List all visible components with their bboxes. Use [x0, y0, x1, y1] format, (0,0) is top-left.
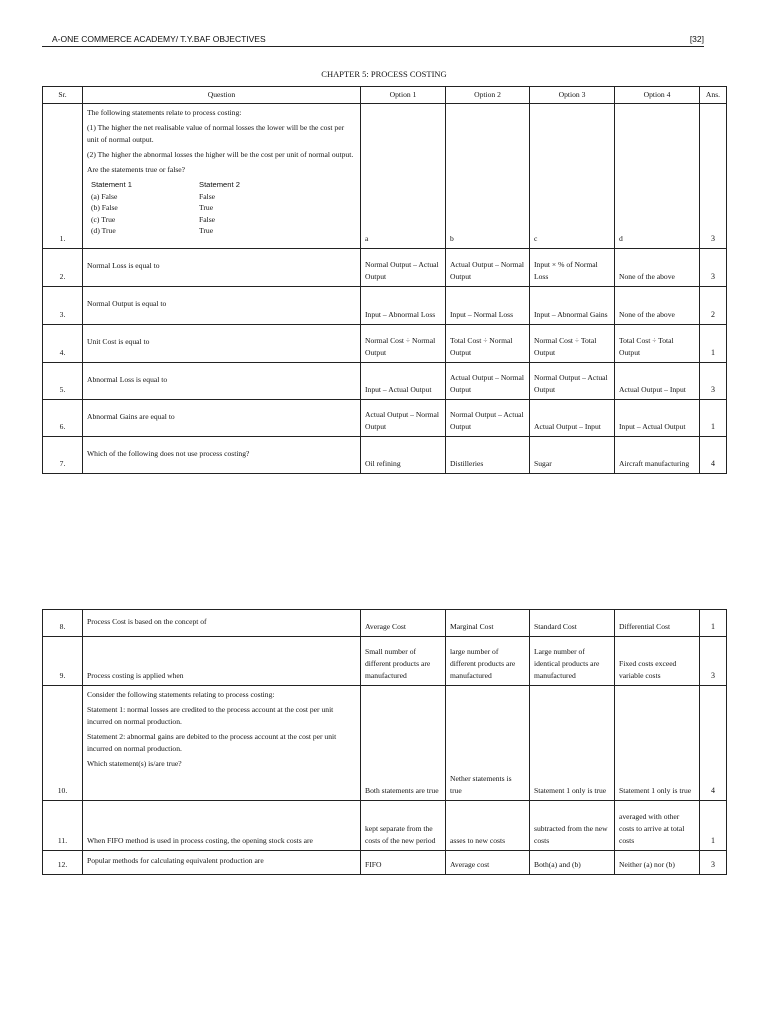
- col-answer: Ans.: [700, 87, 727, 104]
- option-2-cell: asses to new costs: [446, 801, 530, 851]
- option-3-cell: Large number of identical products are manufactured: [530, 637, 615, 686]
- option-3-cell: Standard Cost: [530, 610, 615, 637]
- option-3-cell: Actual Output – Input: [530, 400, 615, 437]
- question-line: (2) The higher the abnormal losses the higher will be the cost per unit of normal output.: [87, 150, 354, 159]
- statement-cell: True: [199, 203, 214, 212]
- option-4-cell: Aircraft manufacturing: [615, 437, 700, 474]
- option-2-cell: Total Cost ÷ Normal Output: [446, 325, 530, 363]
- option-1-cell: Normal Cost ÷ Normal Output: [361, 325, 446, 363]
- sr-cell: 1.: [43, 104, 83, 249]
- statement-cell: (a) False: [91, 191, 118, 201]
- answer-cell: 3: [700, 851, 727, 875]
- statement-cell: True: [199, 226, 214, 235]
- answer-cell: 3: [700, 104, 727, 249]
- option-1-cell: kept separate from the costs of the new period: [361, 801, 446, 851]
- question-line: Statement 2: abnormal gains are debited to the process account at the cost per unit incurred on normal production.: [87, 732, 337, 753]
- answer-cell: 1: [700, 610, 727, 637]
- table-row: [43, 610, 727, 637]
- statement-cell: (d) True: [91, 226, 116, 235]
- statement-2-header: Statement 2: [199, 180, 240, 189]
- question-line: Consider the following statements relating to process costing:: [87, 690, 275, 699]
- option-4-cell: Total Cost ÷ Total Output: [615, 325, 700, 363]
- col-option4: Option 4: [615, 87, 700, 104]
- academy-title: A-ONE COMMERCE ACADEMY/ T.Y.BAF OBJECTIVES: [52, 34, 266, 44]
- table-row: [43, 437, 727, 474]
- option-2-cell: b: [446, 104, 530, 249]
- option-2-cell: Actual Output – Normal Output: [446, 363, 530, 400]
- option-2-cell: Actual Output – Normal Output: [446, 249, 530, 287]
- option-3-cell: subtracted from the new costs: [530, 801, 615, 851]
- option-3-cell: Both(a) and (b): [530, 851, 615, 875]
- option-4-cell: Differential Cost: [615, 610, 700, 637]
- table-row: [43, 637, 727, 686]
- table-row: [43, 801, 727, 851]
- option-3-cell: c: [530, 104, 615, 249]
- option-4-cell: Statement 1 only is true: [615, 686, 700, 801]
- question-line: Statement 1: normal losses are credited to the process account at the cost per unit incurred on normal production.: [87, 705, 334, 726]
- question-cell: Normal Output is equal to: [83, 287, 361, 325]
- option-2-cell: Average cost: [446, 851, 530, 875]
- option-4-cell: None of the above: [615, 249, 700, 287]
- table-row: [43, 400, 727, 437]
- option-2-cell: Nether statements is true: [446, 686, 530, 801]
- option-1-cell: FIFO: [361, 851, 446, 875]
- statement-cell: False: [199, 191, 216, 201]
- sr-cell: 5.: [43, 363, 83, 400]
- question-line: (1) The higher the net realisable value of normal losses the lower will be the cost per unit of normal output.: [87, 123, 345, 144]
- option-1-cell: Normal Output – Actual Output: [361, 249, 446, 287]
- table-row: [43, 249, 727, 287]
- option-4-cell: d: [615, 104, 700, 249]
- statement-1-header: Statement 1: [91, 180, 132, 189]
- table-row: [43, 363, 727, 400]
- answer-cell: 1: [700, 325, 727, 363]
- statement-cell: (c) True: [91, 214, 116, 224]
- table-row: [43, 325, 727, 363]
- option-1-cell: Oil refining: [361, 437, 446, 474]
- option-3-cell: Normal Cost ÷ Total Output: [530, 325, 615, 363]
- table-row: [43, 851, 727, 875]
- questions-table-top: [42, 86, 727, 474]
- sr-cell: 7.: [43, 437, 83, 474]
- chapter-title: CHAPTER 5: PROCESS COSTING: [321, 69, 447, 79]
- table-row: [43, 686, 727, 801]
- option-1-cell: Both statements are true: [361, 686, 446, 801]
- table-row: [43, 287, 727, 325]
- answer-cell: 3: [700, 363, 727, 400]
- option-4-cell: Neither (a) nor (b): [615, 851, 700, 875]
- option-3-cell: Sugar: [530, 437, 615, 474]
- question-cell: Popular methods for calculating equivalent production are: [83, 851, 361, 875]
- answer-cell: 1: [700, 801, 727, 851]
- option-4-cell: averaged with other costs to arrive at total costs: [615, 801, 700, 851]
- option-4-cell: Input – Actual Output: [615, 400, 700, 437]
- questions-table-bottom: [42, 609, 727, 875]
- option-3-cell: Input × % of Normal Loss: [530, 249, 615, 287]
- option-2-cell: large number of different products are manufactured: [446, 637, 530, 686]
- option-2-cell: Normal Output – Actual Output: [446, 400, 530, 437]
- option-1-cell: Input – Abnormal Loss: [361, 287, 446, 325]
- table-row: [43, 104, 727, 249]
- answer-cell: 3: [700, 249, 727, 287]
- option-4-cell: None of the above: [615, 287, 700, 325]
- question-cell: [83, 104, 361, 249]
- option-2-cell: Distilleries: [446, 437, 530, 474]
- option-3-cell: Input – Abnormal Gains: [530, 287, 615, 325]
- question-cell: Normal Loss is equal to: [83, 249, 361, 287]
- answer-cell: 4: [700, 686, 727, 801]
- answer-cell: 2: [700, 287, 727, 325]
- col-option1: Option 1: [361, 87, 446, 104]
- sr-cell: 6.: [43, 400, 83, 437]
- question-cell: Abnormal Loss is equal to: [83, 363, 361, 400]
- question-line: Are the statements true or false?: [87, 165, 186, 174]
- option-2-cell: Marginal Cost: [446, 610, 530, 637]
- option-1-cell: Actual Output – Normal Output: [361, 400, 446, 437]
- question-line: Which statement(s) is/are true?: [87, 759, 182, 768]
- sr-cell: 3.: [43, 287, 83, 325]
- option-1-cell: Small number of different products are manufactured: [361, 637, 446, 686]
- question-cell: Which of the following does not use process costing?: [83, 437, 361, 474]
- question-cell: Process costing is applied when: [83, 637, 361, 686]
- answer-cell: 3: [700, 637, 727, 686]
- question-cell: Process Cost is based on the concept of: [83, 610, 361, 637]
- sr-cell: 8.: [43, 610, 83, 637]
- statement-grid: [91, 179, 356, 237]
- question-cell: Unit Cost is equal to: [83, 325, 361, 363]
- question-line: The following statements relate to process costing:: [87, 108, 242, 117]
- answer-cell: 4: [700, 437, 727, 474]
- question-cell: When FIFO method is used in process costing, the opening stock costs are: [83, 801, 361, 851]
- sr-cell: 11.: [43, 801, 83, 851]
- sr-cell: 2.: [43, 249, 83, 287]
- page-header: [42, 34, 704, 47]
- option-1-cell: Average Cost: [361, 610, 446, 637]
- option-1-cell: a: [361, 104, 446, 249]
- statement-cell: (b) False: [91, 203, 118, 212]
- sr-cell: 10.: [43, 686, 83, 801]
- question-cell: [83, 686, 361, 801]
- table-header-row: [43, 87, 727, 104]
- option-2-cell: Input – Normal Loss: [446, 287, 530, 325]
- option-4-cell: Fixed costs exceed variable costs: [615, 637, 700, 686]
- col-option3: Option 3: [530, 87, 615, 104]
- sr-cell: 12.: [43, 851, 83, 875]
- option-4-cell: Actual Output – Input: [615, 363, 700, 400]
- option-3-cell: Normal Output – Actual Output: [530, 363, 615, 400]
- statement-cell: False: [199, 214, 216, 224]
- option-1-cell: Input – Actual Output: [361, 363, 446, 400]
- sr-cell: 4.: [43, 325, 83, 363]
- col-option2: Option 2: [446, 87, 530, 104]
- col-sr: Sr.: [43, 87, 83, 104]
- question-cell: Abnormal Gains are equal to: [83, 400, 361, 437]
- page-number: [32]: [689, 34, 704, 44]
- answer-cell: 1: [700, 400, 727, 437]
- option-3-cell: Statement 1 only is true: [530, 686, 615, 801]
- col-question: Question: [83, 87, 361, 104]
- sr-cell: 9.: [43, 637, 83, 686]
